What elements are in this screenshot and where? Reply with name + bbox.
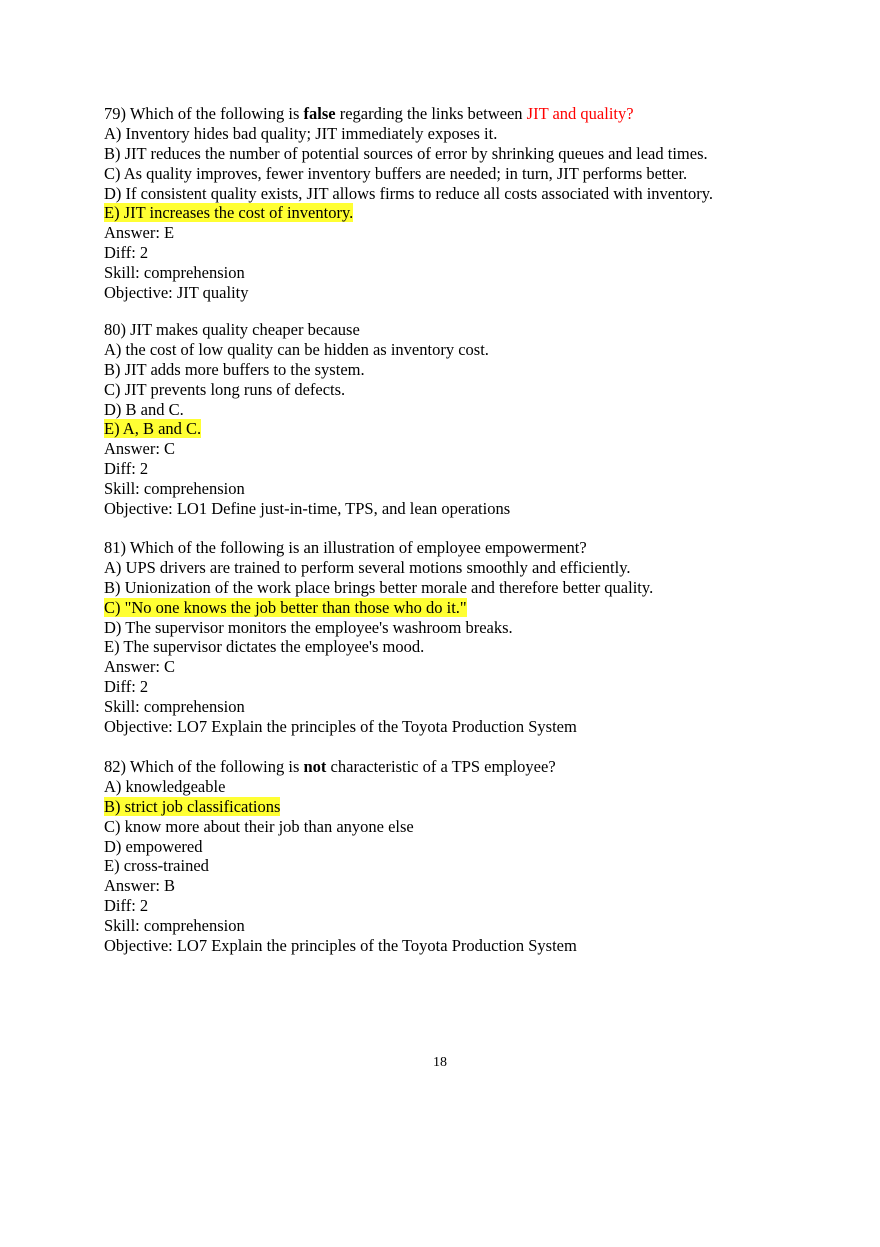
option-e: E) cross-trained — [104, 856, 209, 876]
option-a: A) Inventory hides bad quality; JIT immediately exposes it. — [104, 123, 498, 143]
objective-line: Objective: LO7 Explain the principles of the Toyota Production System — [104, 936, 577, 956]
skill-line: Skill: comprehension — [104, 697, 245, 717]
skill-line: Skill: comprehension — [104, 916, 245, 936]
answer-line: Answer: C — [104, 657, 176, 677]
option-a: A) knowledgeable — [104, 776, 226, 796]
diff-line: Diff: 2 — [104, 896, 149, 916]
objective-line: Objective: LO7 Explain the principles of the Toyota Production System — [104, 717, 577, 737]
option-e-highlighted: E) A, B and C. — [104, 419, 202, 439]
red-text: JIT and quality? — [526, 104, 634, 123]
option-d: D) empowered — [104, 836, 203, 856]
question-80 — [104, 320, 804, 519]
option-b: B) JIT reduces the number of potential sources of error by shrinking queues and lead times. — [104, 143, 708, 163]
option-b: B) JIT adds more buffers to the system. — [104, 359, 365, 379]
option-a: A) UPS drivers are trained to perform several motions smoothly and efficiently. — [104, 557, 631, 577]
option-e-highlighted: E) JIT increases the cost of inventory. — [104, 203, 354, 223]
answer-line: Answer: E — [104, 223, 175, 243]
option-d: D) The supervisor monitors the employee's washroom breaks. — [104, 617, 513, 637]
question-stem: 82) Which of the following is not characteristic of a TPS employee? — [104, 757, 556, 776]
question-stem: 79) Which of the following is false regarding the links between JIT and quality? — [104, 104, 634, 123]
option-d: D) If consistent quality exists, JIT allows firms to reduce all costs associated with inventory. — [104, 183, 714, 203]
option-e: E) The supervisor dictates the employee's mood. — [104, 637, 425, 657]
diff-line: Diff: 2 — [104, 677, 149, 697]
question-stem: 80) JIT makes quality cheaper because — [104, 320, 360, 339]
emphasis-not: not — [303, 757, 327, 776]
objective-line: Objective: JIT quality — [104, 283, 249, 303]
objective-line: Objective: LO1 Define just-in-time, TPS, and lean operations — [104, 499, 511, 519]
skill-line: Skill: comprehension — [104, 263, 245, 283]
question-82 — [104, 757, 804, 956]
question-81 — [104, 538, 804, 737]
diff-line: Diff: 2 — [104, 459, 149, 479]
answer-line: Answer: B — [104, 876, 176, 896]
question-79 — [104, 104, 804, 303]
answer-line: Answer: C — [104, 439, 176, 459]
diff-line: Diff: 2 — [104, 243, 149, 263]
option-b: B) Unionization of the work place brings better morale and therefore better quality. — [104, 577, 654, 597]
skill-line: Skill: comprehension — [104, 479, 245, 499]
question-stem: 81) Which of the following is an illustration of employee empowerment? — [104, 538, 587, 557]
page-number: 18 — [433, 1055, 447, 1070]
option-b-highlighted: B) strict job classifications — [104, 796, 281, 816]
option-c: C) know more about their job than anyone else — [104, 816, 414, 836]
option-a: A) the cost of low quality can be hidden as inventory cost. — [104, 339, 489, 359]
option-c: C) JIT prevents long runs of defects. — [104, 379, 346, 399]
option-d: D) B and C. — [104, 399, 184, 419]
emphasis-false: false — [303, 104, 336, 123]
option-c-highlighted: C) "No one knows the job better than those who do it." — [104, 597, 467, 617]
option-c: C) As quality improves, fewer inventory buffers are needed; in turn, JIT performs better. — [104, 163, 688, 183]
